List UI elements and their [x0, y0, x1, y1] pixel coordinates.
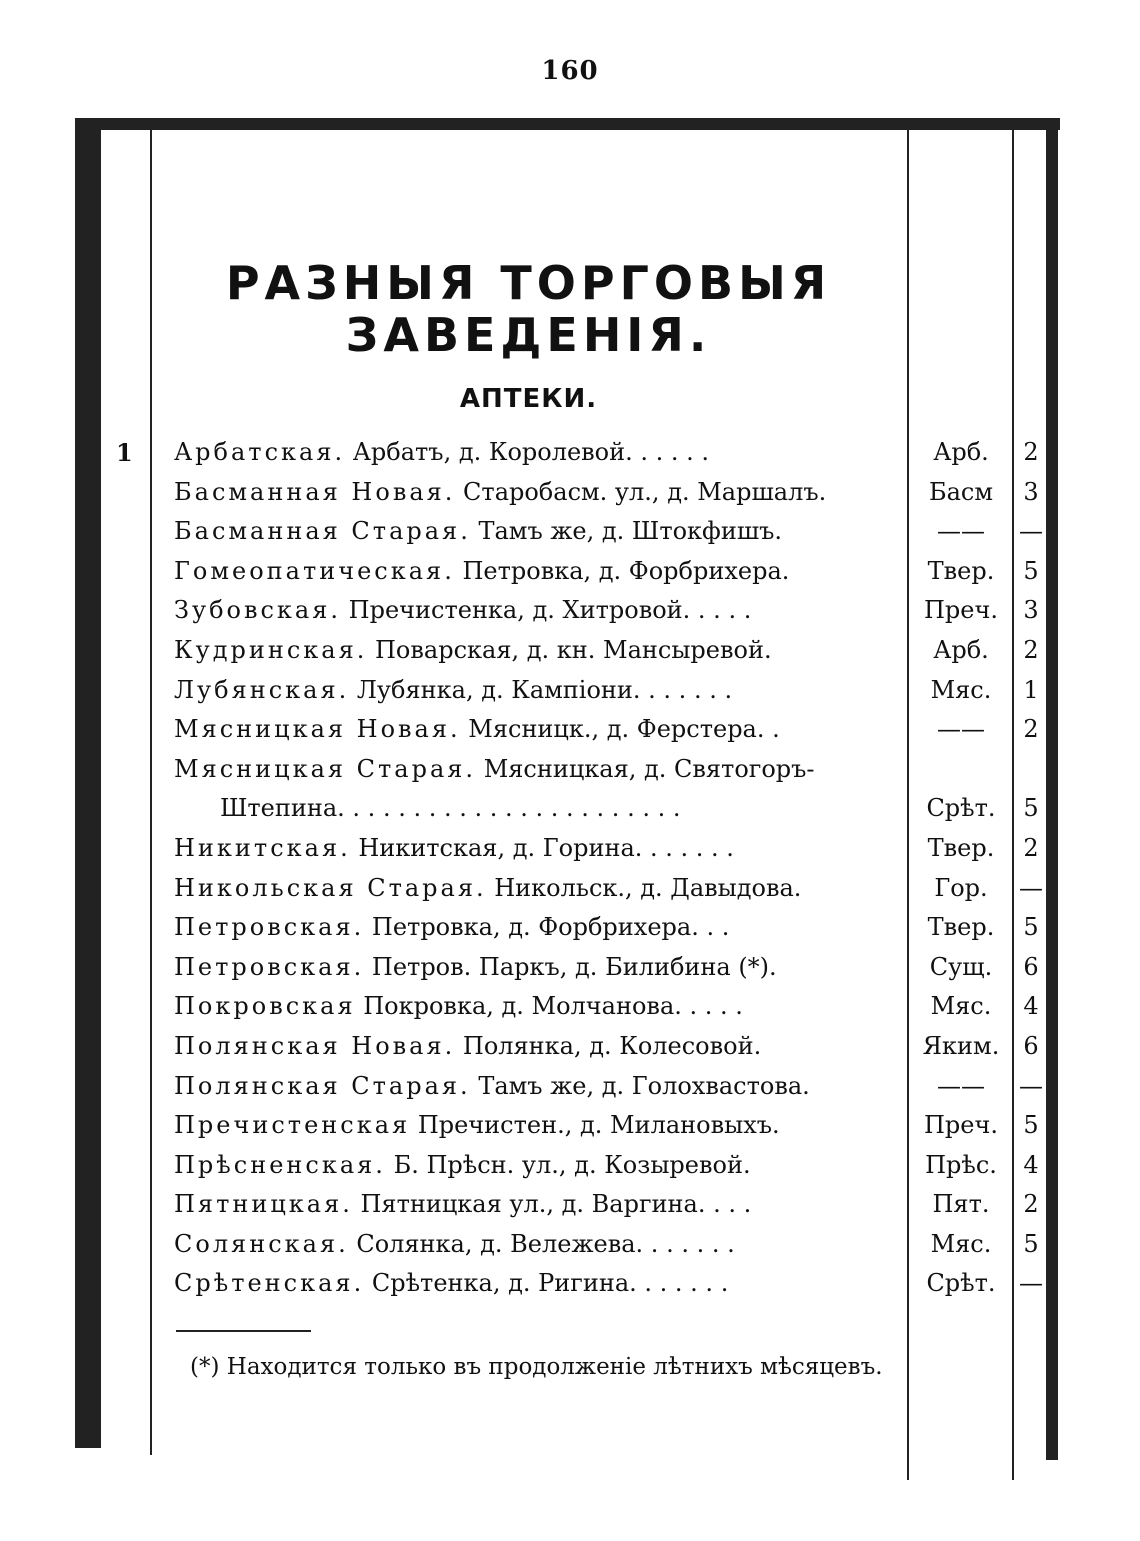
entry-quarter: 2: [1023, 833, 1039, 862]
entry-district: Прѣс.: [925, 1150, 997, 1179]
entry-name: Солянская.: [174, 1229, 349, 1258]
entry-name: Пятницкая.: [174, 1190, 353, 1219]
list-item: [0, 1186, 1140, 1226]
entry-quarter: —: [1019, 1071, 1043, 1100]
entry-quarter: 1: [1023, 675, 1039, 704]
entry-text: [174, 636, 772, 664]
list-item: [0, 553, 1140, 593]
entry-text: [174, 913, 729, 941]
entry-name: Басманная Новая.: [174, 477, 456, 506]
entry-address: Мясницкая, д. Святогоръ-: [483, 754, 815, 783]
list-item: [0, 830, 1140, 870]
entry-address: Никитская, д. Горина. . . . . . .: [358, 833, 734, 862]
entry-district: Мяс.: [930, 675, 992, 704]
entry-address: Старобасм. ул., д. Маршалъ.: [463, 477, 827, 506]
list-item: [0, 592, 1140, 632]
entry-district: Твер.: [927, 556, 995, 585]
entry-name: Мясницкая Новая.: [174, 715, 461, 744]
entry-quarter: 6: [1023, 952, 1039, 981]
entry-text: [174, 676, 732, 704]
entry-quarter: —: [1019, 873, 1043, 902]
entry-address: Никольск., д. Давыдова.: [494, 873, 802, 902]
entry-number: 1: [116, 438, 133, 467]
entry-name: Петровская.: [174, 913, 365, 942]
entry-text: [174, 438, 709, 466]
entry-quarter: 5: [1023, 1229, 1039, 1258]
entry-quarter: 5: [1023, 913, 1039, 942]
footnote-rule: [176, 1330, 311, 1332]
entry-name: Лубянская.: [174, 675, 350, 704]
list-item: [0, 870, 1140, 910]
entry-quarter: 6: [1023, 1031, 1039, 1060]
entry-district: Сущ.: [929, 952, 993, 981]
footnote: (*) Находится только въ продолженіе лѣтнихъ мѣсяцевъ.: [190, 1354, 883, 1380]
list-item: [0, 1068, 1140, 1108]
entry-district: ——: [937, 1071, 985, 1100]
entry-district: Твер.: [927, 833, 995, 862]
entry-name: Покровская: [174, 992, 356, 1021]
entry-name: Прѣсненская.: [174, 1150, 386, 1179]
entry-quarter: —: [1019, 517, 1043, 546]
title-line-1: РАЗНЫЯ ТОРГОВЫЯ: [225, 256, 832, 310]
entry-district: Срѣт.: [926, 794, 996, 823]
list-item: [0, 790, 1140, 830]
entries-list: [0, 434, 1140, 1305]
entry-text: [174, 1072, 810, 1100]
entry-district: Преч.: [924, 1111, 998, 1140]
list-item: [0, 1028, 1140, 1068]
entry-name: Басманная Старая.: [174, 517, 471, 546]
entry-quarter: 2: [1023, 1190, 1039, 1219]
entry-address: Петровка, д. Форбрихера. . .: [371, 913, 730, 942]
list-item: [0, 711, 1140, 751]
entry-address: Тамъ же, д. Голохвастова.: [478, 1071, 810, 1100]
entry-district: Срѣт.: [926, 1269, 996, 1298]
list-item: [0, 632, 1140, 672]
entry-text: [174, 517, 782, 545]
entry-address: Тамъ же, д. Штокфишъ.: [478, 517, 783, 546]
entry-name: Мясницкая Старая.: [174, 754, 477, 783]
entry-address: Покровка, д. Молчанова. . . . .: [363, 992, 743, 1021]
list-item: [0, 513, 1140, 553]
list-item: [0, 1107, 1140, 1147]
entry-name: Петровская.: [174, 952, 365, 981]
section-heading: АПТЕКИ.: [459, 384, 598, 414]
entry-name: Арбатская.: [174, 438, 346, 466]
list-item: [0, 1265, 1140, 1305]
entry-name: Кудринская.: [174, 635, 368, 664]
entry-text: [174, 1111, 780, 1139]
entry-district: Твер.: [927, 913, 995, 942]
entry-address: Пречистенка, д. Хитровой. . . . .: [348, 596, 752, 625]
entry-text: [174, 557, 789, 585]
entry-address: Петровка, д. Форбрихера.: [462, 556, 790, 585]
entry-quarter: 2: [1023, 635, 1039, 664]
entry-name: Зубовская.: [174, 596, 342, 625]
entry-address: Б. Прѣсн. ул., д. Козыревой.: [393, 1150, 751, 1179]
entry-name: Полянская Старая.: [174, 1071, 471, 1100]
entry-quarter: 4: [1023, 992, 1039, 1021]
page-number: 160: [541, 56, 599, 86]
entry-name: Никольская Старая.: [174, 873, 487, 902]
entry-address: Мясницк., д. Ферстера. .: [468, 715, 780, 744]
entry-address: Пречистен., д. Милановыхъ.: [417, 1111, 780, 1140]
entry-quarter: 5: [1023, 556, 1039, 585]
entry-name: Гомеопатическая.: [174, 556, 455, 585]
entry-text: [174, 953, 777, 981]
entry-quarter: 2: [1023, 715, 1039, 744]
entry-text: [174, 1269, 728, 1297]
entry-quarter: 3: [1023, 477, 1039, 506]
entry-district: Яким.: [922, 1031, 1000, 1060]
entry-address: Лубянка, д. Кампіони. . . . . . .: [356, 675, 733, 704]
entry-text: [174, 755, 815, 783]
list-item: [0, 434, 1140, 474]
top-rule: [75, 118, 1060, 130]
entry-text: [174, 992, 743, 1020]
entry-quarter: 3: [1023, 596, 1039, 625]
entry-text: [174, 596, 751, 624]
entry-text: [220, 794, 680, 822]
entry-address: Петров. Паркъ, д. Билибина (*).: [371, 952, 777, 981]
entry-address: Полянка, д. Колесовой.: [462, 1031, 762, 1060]
list-item: [0, 672, 1140, 712]
entry-text: [174, 834, 734, 862]
entry-quarter: —: [1019, 1269, 1043, 1298]
entry-quarter: 5: [1023, 1111, 1039, 1140]
list-item: [0, 1226, 1140, 1266]
entry-district: Преч.: [924, 596, 998, 625]
list-item: [0, 474, 1140, 514]
entry-address: Срѣтенка, д. Ригина. . . . . . .: [371, 1269, 729, 1298]
entry-name: Полянская Новая.: [174, 1031, 456, 1060]
entry-text: [174, 1151, 751, 1179]
list-item: [0, 751, 1140, 791]
entry-district: Мяс.: [930, 1229, 992, 1258]
entry-address: Штепина. . . . . . . . . . . . . . . . . . . . . . .: [220, 794, 681, 823]
entry-district: Басм: [928, 477, 994, 506]
entry-text: [174, 1230, 735, 1258]
entry-quarter: 2: [1023, 438, 1039, 466]
entry-text: [174, 1190, 751, 1218]
entry-text: [174, 1032, 761, 1060]
entry-text: [174, 478, 826, 506]
entry-address: Пятницкая ул., д. Варгина. . . .: [360, 1190, 752, 1219]
entry-district: Арб.: [933, 438, 989, 466]
entry-district: Мяс.: [930, 992, 992, 1021]
entry-quarter: 4: [1023, 1150, 1039, 1179]
entry-address: Солянка, д. Вележева. . . . . . .: [356, 1229, 735, 1258]
entry-quarter: 5: [1023, 794, 1039, 823]
entry-district: ——: [937, 517, 985, 546]
list-item: [0, 988, 1140, 1028]
list-item: [0, 949, 1140, 989]
entry-address: Арбатъ, д. Королевой. . . . . .: [352, 438, 710, 466]
entry-district: Гор.: [934, 873, 988, 902]
title-line-2: ЗАВЕДЕНІЯ.: [345, 308, 712, 362]
entry-district: Пят.: [932, 1190, 990, 1219]
entry-text: [174, 715, 780, 743]
entry-name: Никитская.: [174, 833, 351, 862]
list-item: [0, 909, 1140, 949]
entry-text: [174, 874, 801, 902]
entry-name: Срѣтенская.: [174, 1269, 365, 1298]
entry-district: Арб.: [933, 635, 989, 664]
entry-address: Поварская, д. кн. Мансыревой.: [375, 635, 772, 664]
entry-name: Пречистенская: [174, 1111, 411, 1140]
entry-district: ——: [937, 715, 985, 744]
list-item: [0, 1147, 1140, 1187]
